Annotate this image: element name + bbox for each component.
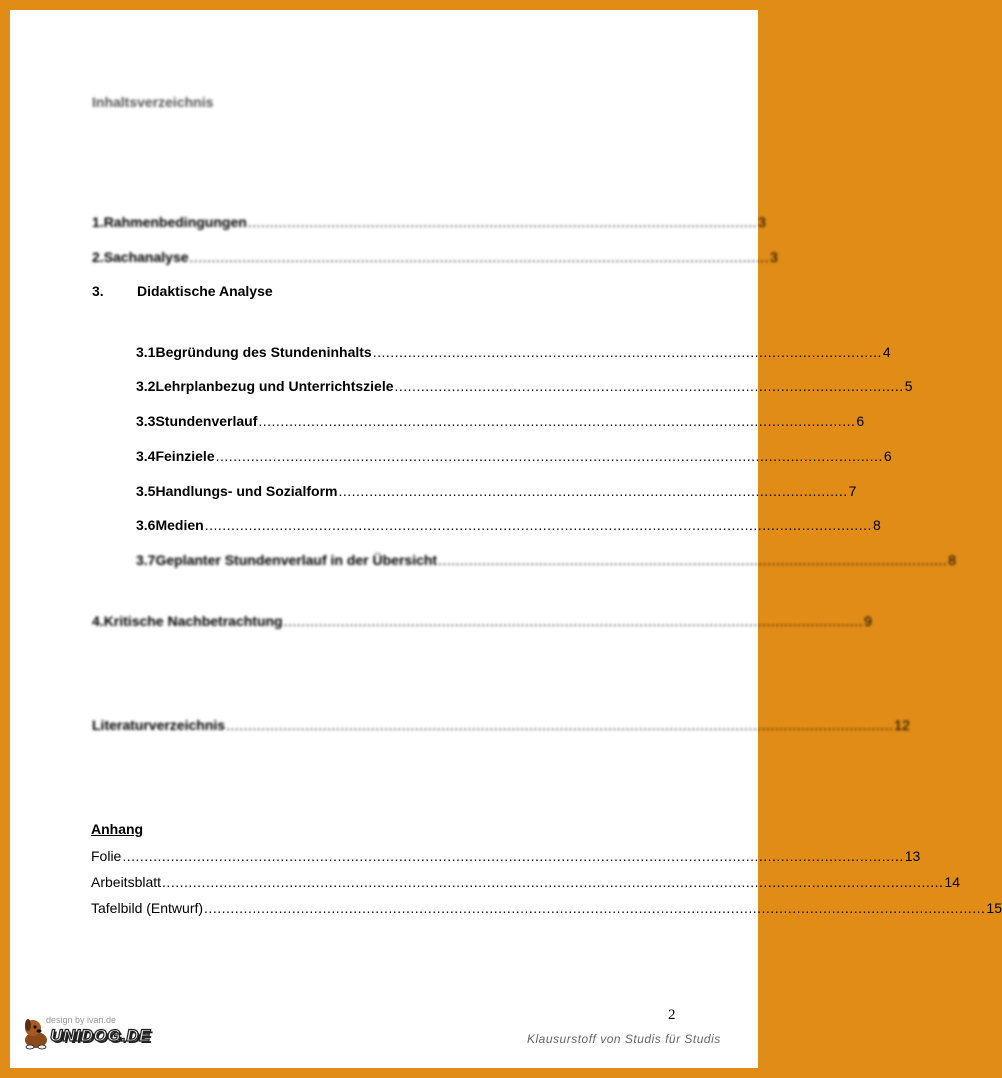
- toc-heading: Inhaltsverzeichnis: [92, 94, 214, 110]
- dot-leader: ..................................................................................................................................................................................: [122, 848, 904, 864]
- toc-entry-number: 1.: [92, 214, 104, 230]
- toc-entry-number: 3.: [92, 283, 104, 299]
- toc-entry-title: Begründung des Stundeninhalts: [155, 344, 372, 360]
- toc-entry-page: 3: [769, 249, 778, 265]
- toc-entry-number: 3.6: [136, 517, 156, 533]
- toc-entry-3-1: [136, 344, 891, 360]
- document-page: [10, 10, 1002, 1068]
- toc-entry-page: 5: [904, 378, 913, 394]
- dot-leader: ....................................................................................................................: [438, 552, 948, 568]
- toc-entry-page: 6: [883, 448, 892, 464]
- toc-entry-page: 4: [882, 344, 891, 360]
- dot-leader: ....................................................................................................................: [338, 483, 848, 499]
- appendix-item-page: 15: [986, 900, 1002, 916]
- toc-entry-number: 3.2: [136, 378, 156, 394]
- toc-entry-title: Handlungs- und Sozialform: [155, 483, 338, 499]
- toc-entry-title: Feinziele: [155, 448, 215, 464]
- toc-entry-title: Stundenverlauf: [155, 413, 258, 429]
- toc-entry-2: [92, 249, 778, 265]
- dot-leader: ....................................................................................................................: [372, 344, 882, 360]
- appendix-item-page: 14: [944, 874, 960, 890]
- toc-entry-3: [92, 283, 273, 299]
- appendix-item-page: 13: [904, 848, 921, 864]
- appendix-item-folie: [91, 848, 921, 864]
- toc-entry-number: 2.: [92, 249, 104, 265]
- appendix-item-arbeitsblatt: [91, 874, 960, 890]
- toc-entry-3-2: [136, 378, 913, 394]
- toc-entry-title: Rahmenbedingungen: [103, 214, 247, 230]
- toc-entry-number: 3.5: [136, 483, 156, 499]
- dot-leader: ....................................................................................................................: [394, 378, 904, 394]
- toc-entry-title: Sachanalyse: [103, 249, 189, 265]
- toc-entry-title: Didaktische Analyse: [137, 283, 273, 299]
- page-number: 2: [668, 1007, 676, 1023]
- dot-leader: ........................................................................................................................................: [258, 413, 856, 429]
- toc-entry-3-6: [136, 517, 881, 533]
- appendix-item-title: Tafelbild (Entwurf): [91, 900, 204, 916]
- toc-entry-number: 3.3: [136, 413, 156, 429]
- toc-entry-3-7: [136, 552, 957, 568]
- dot-leader: ..................................................................................................................................................................................: [204, 900, 986, 916]
- appendix-item-title: Arbeitsblatt: [91, 874, 162, 890]
- toc-entry-page: 12: [894, 717, 910, 733]
- unidog-logo[interactable]: UNIDOG.DE: [50, 1026, 151, 1045]
- toc-entry-title: Literaturverzeichnis: [92, 717, 226, 733]
- toc-entry-number: 4.: [92, 613, 104, 629]
- toc-entry-number: 3.7: [136, 552, 156, 568]
- toc-entry-3-4: [136, 448, 892, 464]
- dot-leader: ....................................................................................................................................: [189, 249, 769, 265]
- toc-entry-page: 8: [948, 552, 957, 568]
- appendix-item-tafelbild: [91, 900, 1002, 916]
- appendix-item-title: Folie: [91, 848, 122, 864]
- dot-leader: ........................................................................................................................................................: [215, 448, 883, 464]
- toc-entry-page: 9: [864, 613, 872, 629]
- toc-entry-title: Medien: [155, 517, 204, 533]
- footer-tagline: Klausurstoff von Studis für Studis: [527, 1032, 721, 1046]
- toc-entry-page: 3: [758, 214, 766, 230]
- dot-leader: ........................................................................................................................................................: [226, 717, 894, 733]
- toc-entry-1: [92, 214, 766, 230]
- appendix-heading: Anhang: [91, 821, 144, 837]
- toc-entry-number: 3.1: [136, 344, 156, 360]
- toc-entry-page: 7: [848, 483, 857, 499]
- toc-entry-3-3: [136, 413, 865, 429]
- dot-leader: ..................................................................................................................................................................................: [162, 874, 944, 890]
- toc-entry-page: 6: [856, 413, 865, 429]
- toc-entry-page: 8: [872, 517, 881, 533]
- dot-leader: ....................................................................................................................................: [283, 613, 864, 629]
- toc-entry-title: Kritische Nachbetrachtung: [103, 613, 283, 629]
- toc-entry-4: [92, 613, 872, 629]
- toc-literature: [92, 717, 910, 733]
- logo-credit: design by ivan.de: [46, 1015, 117, 1025]
- dot-leader: ....................................................................................................................: [247, 214, 758, 230]
- toc-entry-title: Lehrplanbezug und Unterrichtsziele: [155, 378, 394, 394]
- toc-entry-title: Geplanter Stundenverlauf in der Übersicht: [155, 552, 438, 568]
- dot-leader: ........................................................................................................................................................: [204, 517, 872, 533]
- toc-entry-3-5: [136, 483, 857, 499]
- toc-entry-number: 3.4: [136, 448, 156, 464]
